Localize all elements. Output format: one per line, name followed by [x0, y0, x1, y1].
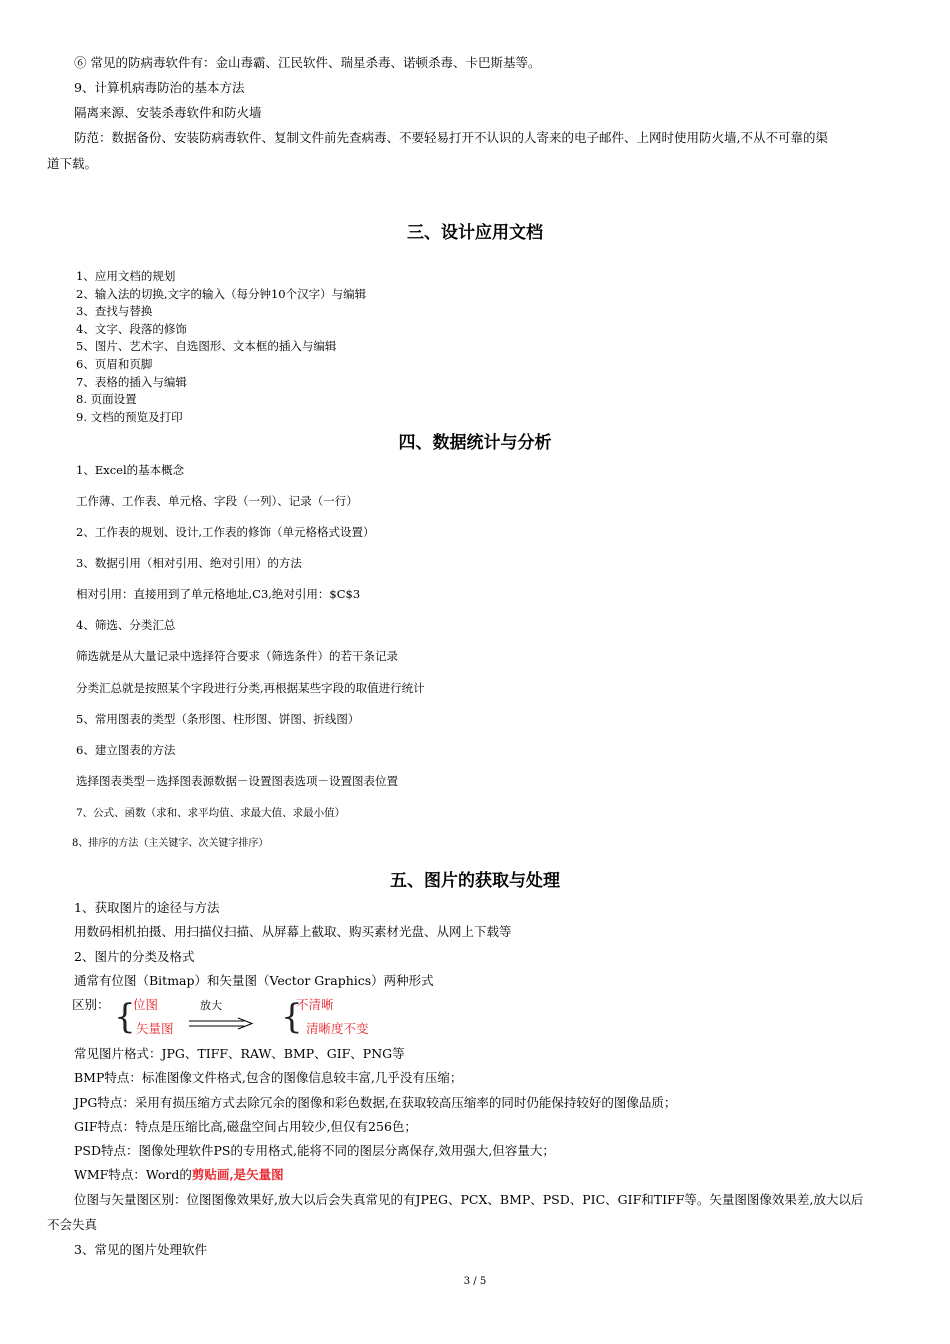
list-item: 筛选就是从大量记录中选择符合要求（筛选条件）的若干条记录 [76, 649, 398, 663]
compare-line2: 不会失真 [47, 1217, 98, 1232]
section4-title: 四、数据统计与分析 [398, 433, 552, 453]
diagram-arrow-label: 放大 [200, 999, 222, 1012]
list-item: 8. 页面设置 [76, 392, 137, 406]
formats-line: 常见图片格式：JPG、TIFF、RAW、BMP、GIF、PNG等 [74, 1046, 405, 1061]
bmp-line: BMP特点：标准图像文件格式,包含的图像信息较丰富,几乎没有压缩； [74, 1070, 463, 1085]
list-item: 1、Excel的基本概念 [76, 463, 185, 477]
diagram-blurry: 不清晰 [296, 997, 334, 1012]
diagram-vector: 矢量图 [136, 1021, 174, 1036]
list-item: 相对引用：直接用到了单元格地址,C3,绝对引用：$C$3 [76, 587, 361, 601]
jpg-line: JPG特点：采用有损压缩方式去除冗余的图像和彩色数据,在获取较高压缩率的同时仍能保持较好的图像品质； [74, 1095, 677, 1110]
list-item: 工作薄、工作表、单元格、字段（一列）、记录（一行） [76, 494, 358, 508]
list-item: 选择图表类型－选择图表源数据－设置图表选项－设置图表位置 [76, 774, 398, 788]
item9-isolate: 隔离来源、安装杀毒软件和防火墙 [74, 105, 262, 120]
list-item: 分类汇总就是按照某个字段进行分类,再根据某些字段的取值进行统计 [76, 681, 425, 695]
item3-title: 3、常见的图片处理软件 [74, 1242, 207, 1257]
list-item: 1、应用文档的规划 [76, 269, 176, 283]
list-item: 9. 文档的预览及打印 [76, 410, 183, 424]
item2-body: 通常有位图（Bitmap）和矢量图（Vector Graphics）两种形式 [74, 973, 434, 988]
wmf-highlight: 剪贴画,是矢量图 [191, 1167, 284, 1182]
item9-title: 9、计算机病毒防治的基本方法 [74, 80, 245, 95]
compare-line1: 位图与矢量图区别：位图图像效果好,放大以后会失真常见的有JPEG、PCX、BMP、PSD、PIC、GIF和TIFF等。矢量图图像效果差,放大以后 [74, 1192, 864, 1207]
list-item: 2、输入法的切换,文字的输入（每分钟10个汉字）与编辑 [76, 287, 367, 301]
list-item: 5、图片、艺术字、自选图形、文本框的插入与编辑 [76, 339, 337, 353]
list-item: 8、排序的方法（主关键字、次关键字排序） [72, 838, 269, 849]
list-item: 2、工作表的规划、设计,工作表的修饰（单元格格式设置） [76, 525, 375, 539]
list-item: 6、建立图表的方法 [76, 743, 176, 757]
list-item: 6、页眉和页脚 [76, 357, 153, 371]
wmf-prefix: WMF特点：Word的 [74, 1167, 192, 1182]
list-item: 7、公式、函数（求和、求平均值、求最大值、求最小值） [76, 807, 346, 819]
item9-prevent-line1: 防范：数据备份、安装防病毒软件、复制文件前先查病毒、不要轻易打开不认识的人寄来的电子邮件、上网时使用防火墙,不从不可靠的渠 [74, 130, 828, 145]
item2-title: 2、图片的分类及格式 [74, 949, 195, 964]
diagram-label: 区别： [72, 997, 110, 1012]
diagram-sharp: 清晰度不变 [306, 1021, 369, 1036]
list-item: 7、表格的插入与编辑 [76, 375, 187, 389]
antivirus-software-line: ⑥ 常见的防病毒软件有：金山毒霸、江民软件、瑞星杀毒、诺顿杀毒、卡巴斯基等。 [74, 55, 541, 70]
wmf-line [74, 1167, 284, 1183]
section5-title: 五、图片的获取与处理 [390, 871, 560, 891]
section3-title: 三、设计应用文档 [407, 223, 543, 243]
psd-line: PSD特点：图像处理软件PS的专用格式,能将不同的图层分离保存,效用强大,但容量大； [74, 1143, 555, 1158]
right-brace: { [281, 997, 303, 1037]
item1-title: 1、获取图片的途径与方法 [74, 900, 220, 915]
page-number: 3 / 5 [463, 1276, 487, 1287]
list-item: 3、查找与替换 [76, 304, 153, 318]
list-item: 3、数据引用（相对引用、绝对引用）的方法 [76, 556, 302, 570]
diagram-bitmap: 位图 [133, 997, 159, 1012]
list-item: 4、文字、段落的修饰 [76, 322, 187, 336]
item1-body: 用数码相机拍摄、用扫描仪扫描、从屏幕上截取、购买素材光盘、从网上下载等 [74, 924, 512, 939]
arrow-right-icon [188, 1017, 254, 1031]
left-brace: { [114, 997, 136, 1037]
item9-prevent-line2: 道下载。 [47, 156, 98, 171]
list-item: 4、筛选、分类汇总 [76, 618, 176, 632]
gif-line: GIF特点：特点是压缩比高,磁盘空间占用较少,但仅有256色； [74, 1119, 417, 1134]
list-item: 5、常用图表的类型（条形图、柱形图、饼图、折线图） [76, 712, 360, 726]
